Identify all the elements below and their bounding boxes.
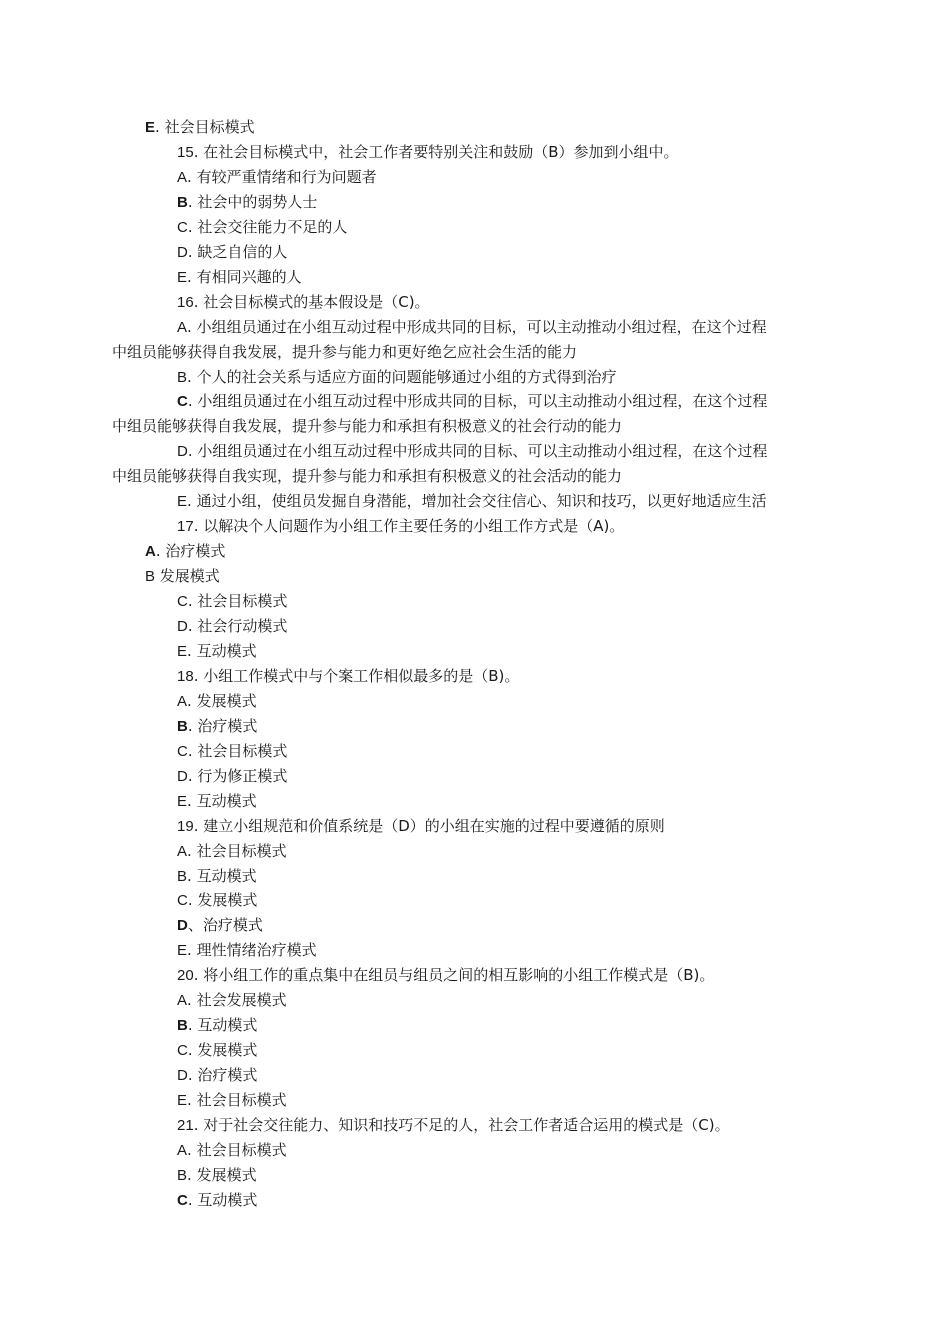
line-separator: . bbox=[187, 592, 198, 611]
continuation-line bbox=[112, 414, 622, 439]
line-text: 小组工作模式中与个案工作相似最多的是（B)。 bbox=[203, 666, 520, 685]
line-separator: . bbox=[187, 617, 198, 635]
option-line bbox=[177, 839, 287, 864]
option-line bbox=[177, 864, 257, 889]
line-separator: . bbox=[187, 891, 198, 910]
line-text: 互动模式 bbox=[196, 641, 257, 660]
line-text: 治疗模式 bbox=[165, 542, 226, 561]
line-label: B bbox=[177, 368, 188, 386]
line-label: C bbox=[177, 742, 188, 760]
line-separator: . bbox=[193, 517, 204, 536]
line-separator: . bbox=[187, 242, 198, 261]
line-label: C bbox=[177, 892, 188, 910]
line-text: 社会目标模式 bbox=[197, 592, 288, 611]
option-line bbox=[177, 1088, 287, 1113]
line-separator: . bbox=[155, 542, 166, 561]
line-separator: . bbox=[187, 1041, 198, 1060]
line-label: 16 bbox=[177, 293, 194, 311]
line-text: 中组员能够获得自我发展，提升参与能力和承担有积极意义的社会行动的能力 bbox=[112, 417, 623, 436]
line-text: 小组组员通过在小组互动过程中形成共同的目标，可以主动推动小组过程，在这个过程 bbox=[197, 392, 768, 411]
question-line bbox=[177, 963, 714, 988]
line-text: 发展模式 bbox=[196, 691, 257, 710]
line-text: 治疗模式 bbox=[202, 916, 263, 935]
line-text: 发展模式 bbox=[159, 567, 220, 586]
question-line bbox=[177, 290, 430, 315]
line-label: 15 bbox=[177, 143, 194, 161]
line-text: 发展模式 bbox=[197, 891, 258, 910]
question-line bbox=[177, 814, 665, 839]
line-label: D bbox=[177, 618, 188, 635]
line-text: 社会目标模式 bbox=[197, 741, 288, 760]
line-label: 17 bbox=[177, 518, 194, 536]
line-label: 18 bbox=[177, 667, 194, 685]
line-text: 治疗模式 bbox=[197, 1066, 258, 1085]
line-separator: . bbox=[187, 1165, 197, 1184]
continuation-line bbox=[112, 340, 577, 365]
line-text: 互动模式 bbox=[197, 1190, 258, 1209]
line-label: D bbox=[177, 767, 188, 785]
line-text: 社会目标模式的基本假设是（C)。 bbox=[203, 292, 430, 311]
line-label: 19 bbox=[177, 817, 194, 835]
line-text: 中组员能够获得自我发展，提升参与能力和更好绝乞应社会生活的能力 bbox=[112, 342, 578, 361]
line-text: 有较严重情绪和行为问题者 bbox=[196, 167, 377, 186]
question-line bbox=[177, 1113, 730, 1138]
line-text: 有相同兴趣的人 bbox=[196, 267, 302, 286]
line-separator: . bbox=[187, 1066, 198, 1085]
line-label: 21 bbox=[177, 1117, 194, 1134]
line-separator: . bbox=[187, 1091, 197, 1110]
line-text: 发展模式 bbox=[196, 1165, 257, 1184]
question-line bbox=[177, 140, 679, 165]
line-label: D bbox=[177, 243, 188, 261]
line-separator: . bbox=[187, 866, 197, 885]
line-separator: 、 bbox=[187, 916, 203, 935]
option-line bbox=[177, 614, 287, 639]
line-text: 通过小组，使组员发掘自身潜能，增加社会交往信心、知识和技巧，以更好地适应生活 bbox=[196, 492, 767, 511]
line-text: 互动模式 bbox=[196, 866, 257, 885]
line-text: 治疗模式 bbox=[197, 716, 258, 735]
line-separator: . bbox=[187, 167, 197, 186]
line-separator: . bbox=[187, 317, 197, 336]
line-text: 小组组员通过在小组互动过程中形成共同的目标、可以主动推动小组过程，在这个过程 bbox=[197, 442, 768, 461]
line-separator: . bbox=[193, 966, 204, 985]
line-separator: . bbox=[187, 267, 197, 286]
line-label: D bbox=[177, 443, 188, 461]
option-line bbox=[177, 165, 377, 190]
option-line bbox=[177, 988, 287, 1013]
line-label: E bbox=[177, 642, 188, 660]
option-line bbox=[177, 1063, 257, 1088]
line-text: 社会目标模式 bbox=[196, 1140, 287, 1159]
line-text: 社会行动模式 bbox=[197, 617, 288, 635]
continuation-line bbox=[112, 464, 622, 489]
line-separator: . bbox=[187, 1190, 198, 1209]
line-label: A bbox=[177, 842, 188, 860]
line-text: 以解决个人问题作为小组工作主要任务的小组工作方式是（A)。 bbox=[203, 517, 625, 536]
line-separator: . bbox=[193, 292, 204, 311]
line-separator: . bbox=[187, 1140, 197, 1159]
line-text: 社会目标模式 bbox=[196, 841, 287, 860]
option-line bbox=[177, 365, 617, 390]
line-label: B bbox=[145, 568, 156, 586]
line-separator: . bbox=[187, 741, 198, 760]
line-text: 小组组员通过在小组互动过程中形成共同的目标，可以主动推动小组过程，在这个过程 bbox=[196, 317, 767, 336]
line-text: 对于社会交往能力、知识和技巧不足的人，社会工作者适合运用的模式是（C)。 bbox=[203, 1116, 730, 1134]
line-separator: . bbox=[193, 666, 204, 685]
line-label: A bbox=[177, 992, 188, 1010]
line-label: A bbox=[177, 318, 188, 336]
line-label: C bbox=[177, 593, 188, 611]
option-line bbox=[177, 1163, 257, 1188]
option-line bbox=[177, 190, 317, 215]
line-separator: . bbox=[187, 641, 197, 660]
option-line bbox=[177, 739, 287, 764]
line-separator: . bbox=[187, 691, 197, 710]
option-line bbox=[177, 265, 302, 290]
line-label: E bbox=[177, 1092, 188, 1110]
line-text: 社会目标模式 bbox=[196, 1091, 287, 1110]
line-label: D bbox=[177, 1067, 188, 1085]
line-text: 互动模式 bbox=[197, 1016, 258, 1035]
option-line bbox=[177, 215, 347, 240]
line-label: B bbox=[177, 717, 188, 735]
line-separator: . bbox=[187, 217, 198, 236]
option-line bbox=[177, 764, 287, 789]
line-separator: . bbox=[187, 367, 197, 386]
line-separator: . bbox=[187, 766, 198, 785]
option-line bbox=[145, 564, 220, 589]
line-separator: . bbox=[187, 716, 198, 735]
option-line bbox=[177, 240, 287, 265]
line-text: 中组员能够获得自我实现，提升参与能力和承担有积极意义的社会活动的能力 bbox=[112, 467, 623, 486]
line-label: B bbox=[177, 867, 188, 885]
option-line bbox=[177, 389, 767, 414]
line-label: E bbox=[177, 792, 188, 810]
option-line bbox=[177, 789, 257, 814]
option-line bbox=[177, 639, 257, 664]
line-label: E bbox=[145, 119, 156, 136]
line-separator: . bbox=[155, 118, 165, 136]
line-separator: . bbox=[187, 991, 197, 1010]
option-line bbox=[177, 1138, 287, 1163]
option-line bbox=[177, 589, 287, 614]
line-separator: . bbox=[187, 492, 197, 511]
line-text: 行为修正模式 bbox=[197, 766, 288, 785]
line-label: B bbox=[177, 1017, 188, 1035]
line-text: 社会目标模式 bbox=[164, 118, 255, 136]
option-line bbox=[177, 489, 767, 514]
line-text: 理性情绪治疗模式 bbox=[196, 941, 317, 960]
line-label: E bbox=[177, 493, 188, 511]
option-line bbox=[177, 714, 257, 739]
line-separator: . bbox=[187, 442, 198, 461]
line-label: A bbox=[177, 168, 188, 186]
line-text: 缺乏自信的人 bbox=[197, 242, 288, 261]
option-line bbox=[177, 689, 257, 714]
option-line bbox=[177, 1038, 257, 1063]
line-separator: . bbox=[193, 1116, 204, 1134]
line-text: 在社会目标模式中，社会工作者要特别关注和鼓励（B）参加到小组中。 bbox=[203, 142, 679, 161]
line-label: A bbox=[177, 692, 188, 710]
line-label: 20 bbox=[177, 967, 194, 985]
option-line bbox=[177, 938, 317, 963]
option-line bbox=[145, 539, 225, 564]
line-separator: . bbox=[187, 1016, 198, 1035]
option-line bbox=[177, 1188, 257, 1213]
line-text: 社会中的弱势人士 bbox=[197, 192, 318, 211]
line-text: 发展模式 bbox=[197, 1041, 258, 1060]
line-label: E bbox=[177, 268, 188, 286]
line-label: A bbox=[145, 543, 156, 561]
line-label: C bbox=[177, 393, 188, 411]
line-separator: . bbox=[187, 941, 197, 960]
line-text: 个人的社会关系与适应方面的问题能够通过小组的方式得到治疗 bbox=[196, 367, 617, 386]
line-separator: . bbox=[193, 816, 204, 835]
option-line bbox=[177, 1013, 257, 1038]
option-line bbox=[145, 115, 255, 140]
option-line bbox=[177, 888, 257, 913]
line-text: 社会发展模式 bbox=[196, 991, 287, 1010]
line-text: 将小组工作的重点集中在组员与组员之间的相互影响的小组工作模式是（B)。 bbox=[203, 966, 715, 985]
line-separator: . bbox=[187, 841, 197, 860]
line-separator: . bbox=[187, 392, 198, 411]
line-separator: . bbox=[187, 192, 198, 211]
option-line bbox=[177, 315, 767, 340]
line-label: D bbox=[177, 917, 188, 935]
question-line bbox=[177, 514, 624, 539]
line-text: 社会交往能力不足的人 bbox=[197, 217, 348, 236]
line-label: E bbox=[177, 942, 188, 960]
line-label: C bbox=[177, 218, 188, 236]
line-label: A bbox=[177, 1141, 188, 1159]
option-line bbox=[177, 439, 767, 464]
question-line bbox=[177, 664, 519, 689]
line-label: B bbox=[177, 1166, 188, 1184]
line-separator: . bbox=[187, 791, 197, 810]
line-label: B bbox=[177, 193, 188, 211]
line-separator: . bbox=[193, 142, 204, 161]
option-line bbox=[177, 913, 263, 938]
line-label: C bbox=[177, 1042, 188, 1060]
line-text: 建立小组规范和价值系统是（D）的小组在实施的过程中要遵循的原则 bbox=[203, 816, 665, 835]
line-text: 互动模式 bbox=[196, 791, 257, 810]
line-label: C bbox=[177, 1191, 188, 1209]
